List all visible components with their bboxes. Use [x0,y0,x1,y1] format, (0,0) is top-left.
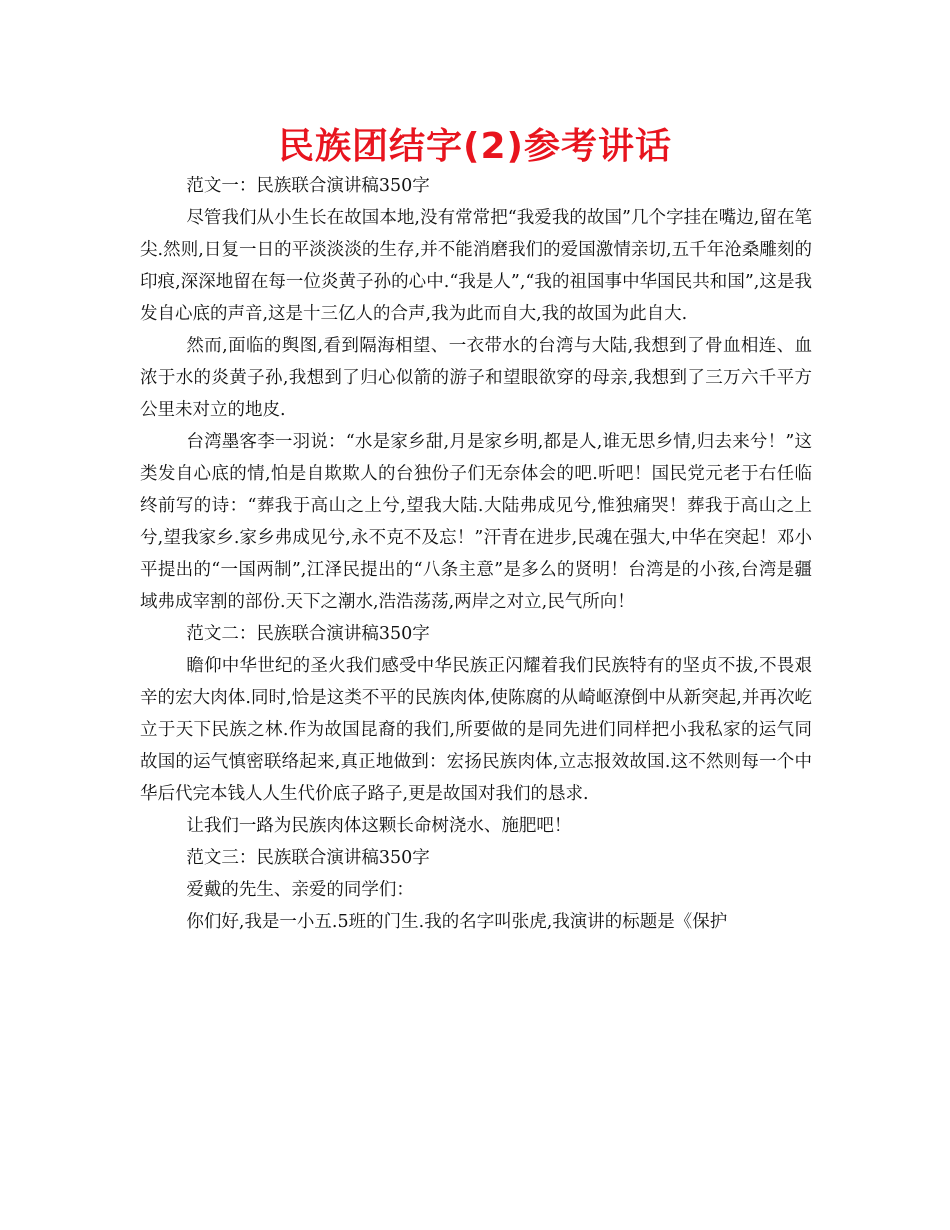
body-paragraph: 你们好,我是一小五.5班的门生.我的名字叫张虎,我演讲的标题是《保护 [186,912,728,932]
section-heading-3: 范文三：民族联合演讲稿350字 [186,848,430,868]
body-paragraph: 然而,面临的舆图,看到隔海相望、一衣带水的台湾与大陆,我想到了骨血相连、血浓于水的炎黄子孙,我想到了归心似箭的游子和望眼欲穿的母亲,我想到了三万六千平方公里未对立的地皮. [140,336,812,420]
document-body [140,170,812,938]
section-heading-2: 范文二：民族联合演讲稿350字 [186,624,430,644]
section-heading-1: 范文一：民族联合演讲稿350字 [186,176,430,196]
salutation: 爱戴的先生、亲爱的同学们： [186,880,414,900]
body-paragraph: 台湾墨客李一羽说：“水是家乡甜,月是家乡明,都是人,谁无思乡情,归去来兮！”这类发自心底的情,怕是自欺欺人的台独份子们无奈体会的吧.听吧！国民党元老于右任临终前写的诗：“葬我于高山之上兮,望我大陆.大陆弗成见兮,惟独痛哭！葬我于高山之上兮,望我家乡.家乡弗成见兮,永不克不及忘！”汗青在进步,民魂在强大,中华在突起！邓小平提出的“一国两制”,江泽民提出的“八条主意”是多么的贤明！台湾是的小孩,台湾是疆域弗成宰割的部份.天下之潮水,浩浩荡荡,两岸之对立,民气所向！ [140,432,812,612]
page-title: 民族团结字(2)参考讲话 [278,126,672,167]
body-paragraph: 让我们一路为民族肉体这颗长命树浇水、施肥吧！ [186,816,572,836]
body-paragraph: 瞻仰中华世纪的圣火我们感受中华民族正闪耀着我们民族特有的坚贞不拔,不畏艰辛的宏大肉体.同时,恰是这类不平的民族肉体,使陈腐的从崎岖潦倒中从新突起,并再次屹立于天下民族之林.作为故国昆裔的我们,所要做的是同先进们同样把小我私家的运气同故国的运气慎密联络起来,真正地做到：宏扬民族肉体,立志报效故国.这不然则每一个中华后代完本钱人人生代价底子路子,更是故国对我们的恳求. [140,656,812,804]
body-paragraph: 尽管我们从小生长在故国本地,没有常常把“我爱我的故国”几个字挂在嘴边,留在笔尖.然则,日复一日的平淡淡淡的生存,并不能消磨我们的爱国激情亲切,五千年沧桑雕刻的印痕,深深地留在每一位炎黄子孙的心中.“我是人”,“我的祖国事中华国民共和国”,这是我发自心底的声音,这是十三亿人的合声,我为此而自大,我的故国为此自大. [140,208,812,324]
